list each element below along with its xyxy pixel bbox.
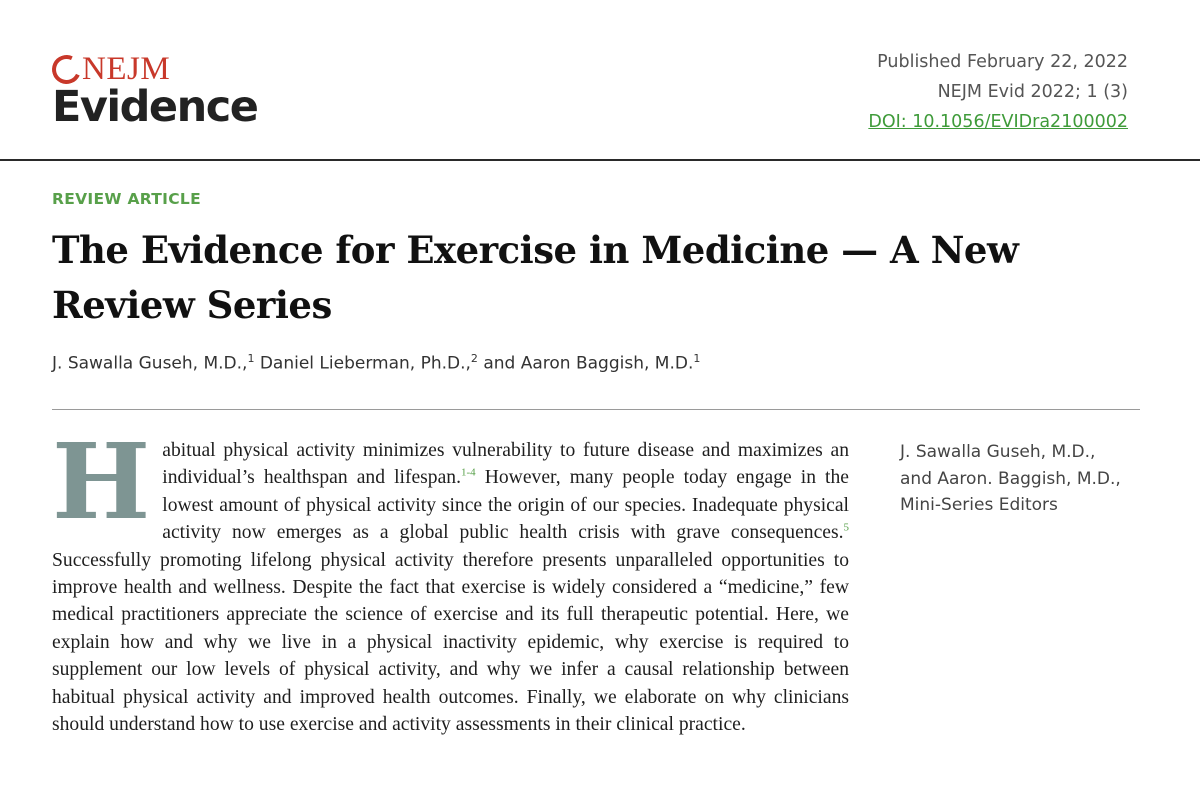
abstract-text: Successfully promoting lifelong physical activity therefore presents unparalleled opportunities to improve health and wellness. Despite the fact that exercise is widely considered a “medicine,” few medical practitioners appreciate the science of exercise and its full therapeutic potential. Here, we explain how and why we live in a physical inactivity epidemic, why exercise is required to supplement our low levels of physical activity, and why we infer a causal relationship between habitual physical activity and improved health outcomes. Finally, we elaborate on why clinicians should understand how to use exercise and activity assessments in their clinical practice.	[52, 549, 849, 736]
logo-nejm-text: NEJM	[82, 51, 171, 87]
abstract-paragraph	[52, 420, 849, 738]
doi-link[interactable]: DOI: 10.1056/EVIDra2100002	[868, 112, 1128, 132]
journal-logo	[52, 50, 257, 130]
header-divider	[0, 159, 1200, 161]
author-affiliation: 1	[693, 352, 701, 365]
author-name: and Aaron Baggish, M.D.	[483, 353, 694, 374]
reference-link[interactable]: 1-4	[461, 466, 476, 479]
logo-evidence-text: Evidence	[52, 82, 258, 132]
reference-link[interactable]: 5	[843, 521, 849, 534]
drop-cap-letter: H	[52, 420, 151, 543]
section-divider	[52, 409, 1140, 410]
article-type-label: REVIEW ARTICLE	[52, 190, 201, 208]
sidebar-line: Mini-Series Editors	[900, 495, 1058, 515]
author-list	[52, 352, 700, 374]
publication-date: Published February 22, 2022	[877, 52, 1128, 72]
author-affiliation: 2	[470, 352, 478, 365]
article-title: The Evidence for Exercise in Medicine — A New Review Series	[52, 228, 1019, 327]
author-name: J. Sawalla Guseh, M.D.,	[52, 353, 248, 374]
author-affiliation: 1	[247, 352, 255, 365]
abstract-text: abitual physical activity minimizes vulnerability to future disease and maximizes an individual’s healthspan and lifespan.	[162, 440, 849, 489]
editors-sidebar	[900, 439, 1121, 519]
sidebar-line: and Aaron. Baggish, M.D.,	[900, 468, 1121, 489]
journal-citation: NEJM Evid 2022; 1 (3)	[937, 82, 1128, 102]
publication-info	[868, 47, 1128, 137]
abstract-text: However, many people today engage in the lowest amount of physical activity since the origin of our species. Inadequate physical activity now emerges as a global public health crisis with grave consequences.	[162, 467, 849, 544]
sidebar-line: J. Sawalla Guseh, M.D.,	[900, 442, 1096, 462]
author-name: Daniel Lieberman, Ph.D.,	[259, 353, 471, 374]
